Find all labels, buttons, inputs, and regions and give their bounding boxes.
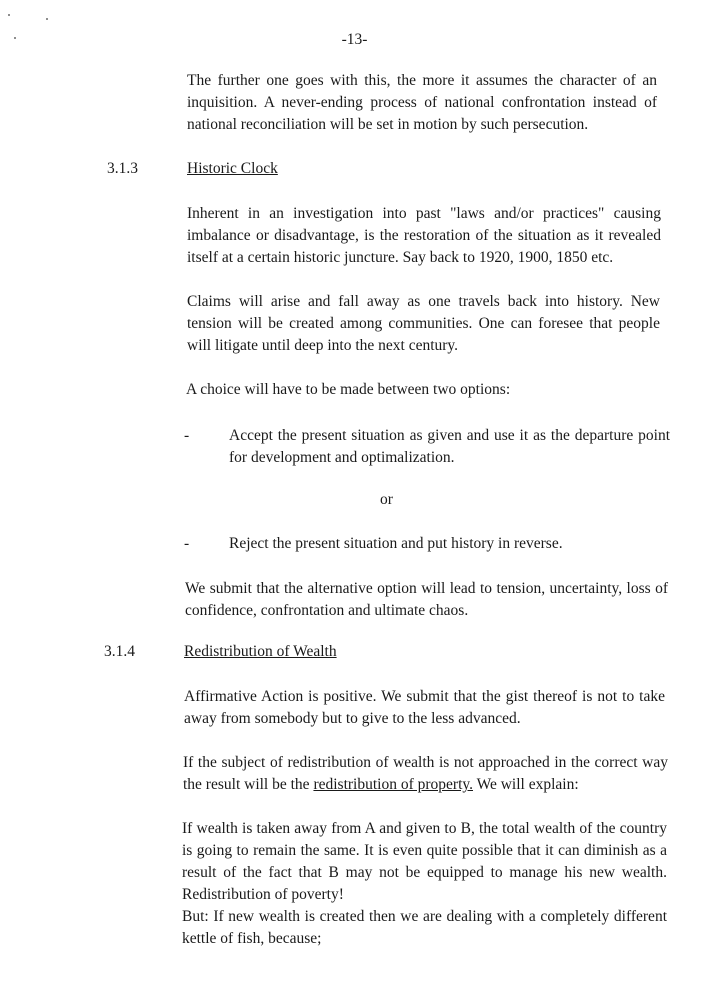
paragraph: But: If new wealth is created then we are dealing with a completely different kettle of fish, because; [182, 908, 667, 947]
section-heading: Historic Clock [187, 160, 278, 177]
section-heading: Redistribution of Wealth [184, 643, 337, 660]
paragraph: Affirmative Action is positive. We submit that the gist thereof is not to take away from somebody but to give to the less advanced. [184, 688, 665, 727]
section-number: 3.1.3 [107, 160, 138, 177]
bullet-marker: - [184, 535, 190, 552]
paragraph: Inherent in an investigation into past "laws and/or practices" causing imbalance or disadvantage, is the restoration of the situation as it revealed itself at a certain historic juncture. Say back to 1920, 1900, 1850 etc. [187, 205, 661, 266]
paragraph: We submit that the alternative option will lead to tension, uncertainty, loss of confidence, confrontation and ultimate chaos. [185, 580, 668, 619]
option-item: Accept the present situation as given and use it as the departure point for development and optimalization. [229, 427, 670, 466]
section-number: 3.1.4 [104, 643, 135, 660]
paragraph [183, 752, 668, 796]
scan-speck [46, 18, 48, 20]
option-item: Reject the present situation and put history in reverse. [229, 535, 563, 552]
paragraph-text: We will explain: [473, 776, 579, 793]
paragraph: A choice will have to be made between two options: [186, 381, 511, 398]
underlined-phrase: redistribution of property. [313, 776, 473, 793]
page-number: -13- [341, 31, 368, 48]
paragraph: If wealth is taken away from A and given to B, the total wealth of the country is going to remain the same. It is even quite possible that it can diminish as a result of the fact that B may not be equipped to manage his new wealth. Redistribution of poverty! [182, 820, 667, 903]
paragraph-text: If the subject of redistribution of wealth is not approached in the correct way the result will be the [183, 754, 668, 793]
scan-speck [8, 14, 10, 16]
or-separator: or [380, 491, 393, 508]
bullet-marker: - [184, 427, 190, 444]
intro-paragraph: The further one goes with this, the more it assumes the character of an inquisition. A never-ending process of national confrontation instead of national reconciliation will be set in motion by such persecution. [187, 72, 657, 133]
paragraph: Claims will arise and fall away as one travels back into history. New tension will be created among communities. One can foresee that people will litigate until deep into the next century. [187, 293, 660, 354]
